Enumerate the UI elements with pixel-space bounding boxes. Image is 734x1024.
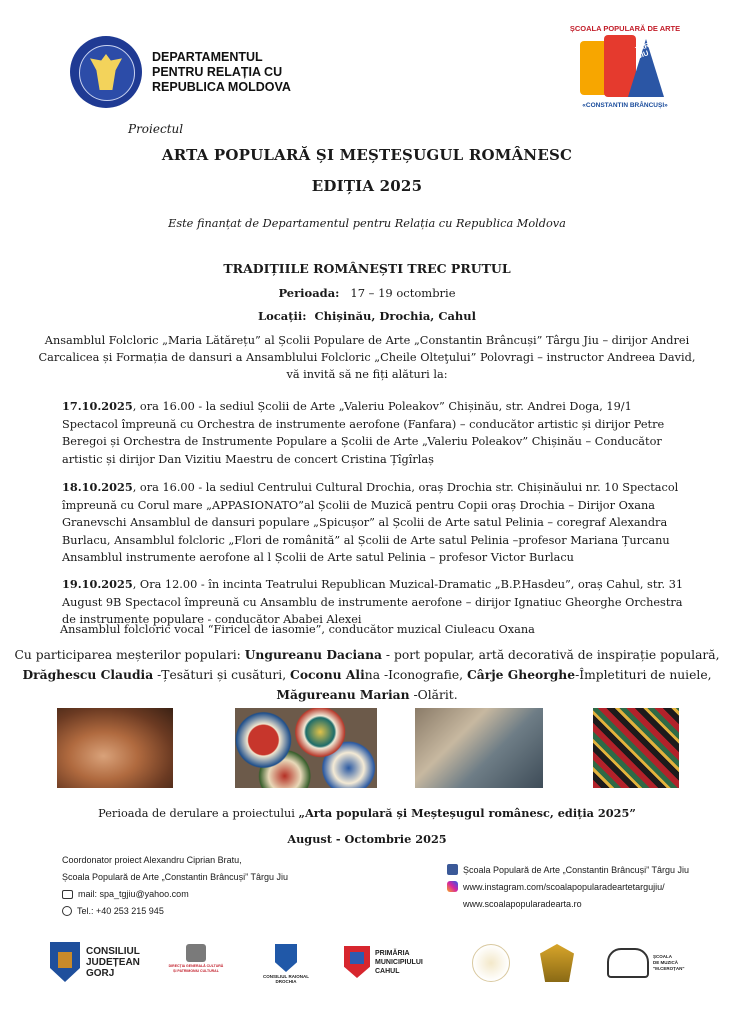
crd-logo: CONSILIUL RAIONAL DROCHIA [255, 944, 317, 984]
gold-crest-icon [540, 944, 574, 982]
cj-gorj-crest-icon [50, 942, 80, 982]
circular-emblem-icon [472, 944, 510, 982]
project-months: August - Octombrie 2025 [287, 832, 447, 846]
event-title: TRADIȚIILE ROMÂNEȘTI TREC PRUTUL [223, 261, 511, 276]
event-3-extra: Ansamblul folcloric vocal “Firicel de iasomie”, conducător muzical Ciuleacu Oxana [60, 623, 535, 636]
spa-logo: ȘCOALA POPULARĂ DE ARTE TÂRGU JIU «CONSTANTIN BRÂNCUȘI» [569, 24, 681, 109]
mail-icon [62, 890, 73, 899]
dgc-logo: DIRECȚIA GENERALĂ CULTURĂ ȘI PATRIMONIU CULTURAL [168, 944, 224, 974]
primaria-cahul-logo: PRIMĂRIA MUNICIPIULUI CAHUL [344, 946, 423, 978]
gov-department-name: DEPARTAMENTUL PENTRU RELAȚIA CU REPUBLICA MOLDOVA [152, 49, 291, 94]
contact-left: Coordonator proiect Alexandru Ciprian Bratu, Școala Populară de Arte „Constantin Brâncuși” Târgu Jiu mail: spa_tgjiu@yahoo.com Tel.: +40 253 215 945 [62, 852, 288, 920]
scoala-muzica-emblem-icon [607, 948, 649, 978]
crd-crest-icon [275, 944, 297, 972]
project-label: Proiectul [128, 122, 184, 136]
facebook-line[interactable]: Școala Populară de Arte „Constantin Brâncuși” Târgu Jiu [447, 862, 689, 879]
pottery-photo [57, 708, 173, 788]
crafts-photos [0, 708, 734, 790]
government-seal-icon [70, 36, 142, 108]
cahul-crest-icon [344, 946, 370, 978]
instagram-line[interactable]: www.instagram.com/scoalapopularadeartetargujiu/ [447, 879, 689, 896]
funding-line: Este finanțat de Departamentul pentru Relația cu Republica Moldova [168, 217, 566, 230]
event-3: 19.10.2025, Ora 12.00 - în incinta Teatrului Republican Muzical-Dramatic „B.P.Hasdeu”, oraș Cahul, str. 31 August 9B Spectacol împreună cu Ansamblu de instrumente aerofone – dirijor Ignatiuc Gheorghe Orchestra de instrumente populare - conducător Ababei Alexei [62, 577, 684, 626]
basket-weaving-photo [415, 708, 543, 788]
dgc-emblem-icon [186, 944, 206, 962]
cj-gorj-logo: CONSILIUL JUDEȚEAN GORJ [50, 942, 140, 982]
project-title: ARTA POPULARĂ ȘI MEȘTEȘUGUL ROMÂNESC [161, 146, 573, 164]
contact-right [447, 862, 689, 913]
event-2: 18.10.2025, ora 16.00 - la sediul Centrului Cultural Drochia, oraș Drochia str. Chișinăului nr. 10 Spectacol împreună cu Corul mare „APPASIONATO”al Școlii de Muzică pentru Copii oraș Drochia – Dirijor Oxana Granevschi Ansamblul de dansuri populare „Spicușor” al Școlii de Arte satul Pelinia – coregraf Alexandra Burlacu, Ansamblul folcloric „Flori de românită” al Școlii de Arte satul Pelinia –profesor Mariana Țurcanu Ansamblul instrumente aerofone al l Școlii de Arte satul Pelinia – profesor Victor Burlacu [62, 480, 679, 564]
mail-line: mail: spa_tgjiu@yahoo.com [62, 886, 288, 903]
facebook-icon [447, 864, 458, 875]
spa-letters-icon: TÂRGU JIU [580, 35, 670, 101]
plates-photo [235, 708, 377, 788]
locations-line: Locații: Chișinău, Drochia, Cahul [257, 309, 477, 323]
intro-paragraph: Ansamblul Folcloric „Maria Lătărețu” al Școlii Populare de Arte „Constantin Brâncuși” Târgu Jiu – dirijor Andrei Carcalicea și Formația de dansuri a Ansamblului Folcloric „Cheile Olteţului” Polovragi – instructor Andreea David, vă invită să ne fiți alături la: [38, 334, 696, 381]
project-edition: EDIȚIA 2025 [311, 177, 423, 195]
project-period: Perioada de derulare a proiectului „Arta populară și Meșteșugul românesc, ediția 2025” [98, 806, 636, 820]
event-1: 17.10.2025, ora 16.00 - la sediul Școlii de Arte „Valeriu Poleakov” Chișinău, str. Andrei Doga, 19/1 Spectacol împreună cu Orchestra de instrumente aerofone (Fanfara) – conducător artistic și dirijor Petre Beregoi și Orchestra de Instrumente Populare a Școlii de Arte „Valeriu Poleakov” Chișinău – Conducător artistic și dirijor Dan Vizitiu Maestru de concert Cristina Țîgîrlaș [62, 399, 665, 466]
masters-paragraph: Cu participarea meșterilor populari: Ungureanu Daciana - port popular, artă decorativă de inspirație populară, Drăghescu Claudia -Țesături și cusături, Coconu Alina -Iconografie, Cârje Gheorghe-Împletituri de nuiele, Măgureanu Marian -Olărit. [14, 647, 720, 702]
phone-icon [62, 906, 72, 916]
period-line: Perioada: 17 – 19 octombrie [278, 286, 456, 300]
gov-header [70, 36, 291, 108]
partner-logos [0, 940, 734, 1000]
instagram-icon [447, 881, 458, 892]
tel-line: Tel.: +40 253 215 945 [62, 903, 288, 920]
scoala-muzica-logo: ȘCOALA DE MUZICĂ "M.CEROȚAN" [607, 948, 685, 978]
textiles-photo [593, 708, 679, 788]
website-line[interactable]: www.scoalapopularadearta.ro [463, 899, 582, 909]
